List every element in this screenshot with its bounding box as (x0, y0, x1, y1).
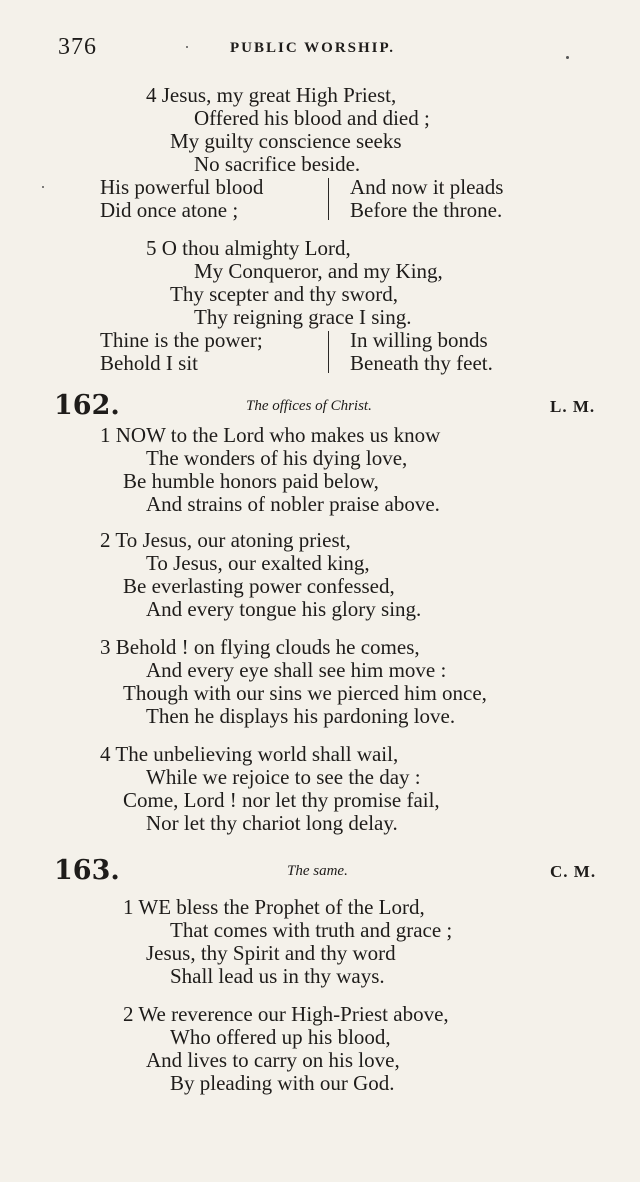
page-number: 376 (58, 34, 97, 60)
verse-line: Who offered up his blood, (170, 1025, 391, 1049)
split-line-left: His powerful blood (100, 175, 264, 199)
split-line-left: Did once atone ; (100, 198, 239, 222)
verse-line: 2 We reverence our High-Priest above, (123, 1002, 449, 1026)
hymn-meter: C. M. (550, 862, 597, 881)
verse-line: 5 O thou almighty Lord, (146, 236, 351, 260)
verse-line: 4 Jesus, my great High Priest, (146, 83, 397, 107)
verse-line: 4 The unbelieving world shall wail, (100, 742, 399, 766)
verse-line: And strains of nobler praise above. (146, 492, 440, 516)
split-line-left: Thine is the power; (100, 328, 263, 352)
verse-line: And lives to carry on his love, (146, 1048, 400, 1072)
verse-line: Though with our sins we pierced him once, (123, 681, 487, 705)
split-divider (328, 178, 329, 220)
verse-line: Thy scepter and thy sword, (170, 282, 399, 306)
verse-line: The wonders of his dying love, (146, 446, 408, 470)
hymn-meter: L. M. (550, 397, 596, 416)
verse-line: Offered his blood and died ; (194, 106, 430, 130)
verse-line: While we rejoice to see the day : (146, 765, 421, 789)
paper-speck (566, 56, 569, 59)
split-line-right: And now it pleads (350, 175, 504, 199)
verse-line: No sacrifice beside. (194, 152, 361, 176)
hymn-number: 162. (54, 390, 120, 421)
verse-line: 1 WE bless the Prophet of the Lord, (123, 895, 425, 919)
paper-speck (186, 46, 188, 48)
split-line-left: Behold I sit (100, 351, 198, 375)
hymn-number: 163. (54, 855, 120, 886)
verse-line: Jesus, thy Spirit and thy word (146, 941, 396, 965)
verse-line: My Conqueror, and my King, (194, 259, 443, 283)
paper-speck (42, 186, 44, 188)
split-divider (328, 331, 329, 373)
verse-line: And every eye shall see him move : (146, 658, 447, 682)
split-line-right: Before the throne. (350, 198, 503, 222)
verse-line: 1 NOW to the Lord who makes us know (100, 423, 441, 447)
verse-line: Thy reigning grace I sing. (194, 305, 412, 329)
verse-line: Shall lead us in thy ways. (170, 964, 385, 988)
verse-line: Come, Lord ! nor let thy promise fail, (123, 788, 440, 812)
hymn-title: The same. (287, 863, 348, 879)
verse-line: 3 Behold ! on flying clouds he comes, (100, 635, 420, 659)
verse-line: And every tongue his glory sing. (146, 597, 422, 621)
hymn-title: The offices of Christ. (246, 398, 372, 414)
split-line-right: Beneath thy feet. (350, 351, 493, 375)
verse-line: Be everlasting power confessed, (123, 574, 395, 598)
verse-line: That comes with truth and grace ; (170, 918, 453, 942)
verse-line: My guilty conscience seeks (170, 129, 402, 153)
verse-line: By pleading with our God. (170, 1071, 395, 1095)
verse-line: Nor let thy chariot long delay. (146, 811, 398, 835)
verse-line: Be humble honors paid below, (123, 469, 379, 493)
verse-line: Then he displays his pardoning love. (146, 704, 456, 728)
running-title: PUBLIC WORSHIP. (230, 40, 396, 56)
verse-line: 2 To Jesus, our atoning priest, (100, 528, 351, 552)
verse-line: To Jesus, our exalted king, (146, 551, 370, 575)
split-line-right: In willing bonds (350, 328, 488, 352)
